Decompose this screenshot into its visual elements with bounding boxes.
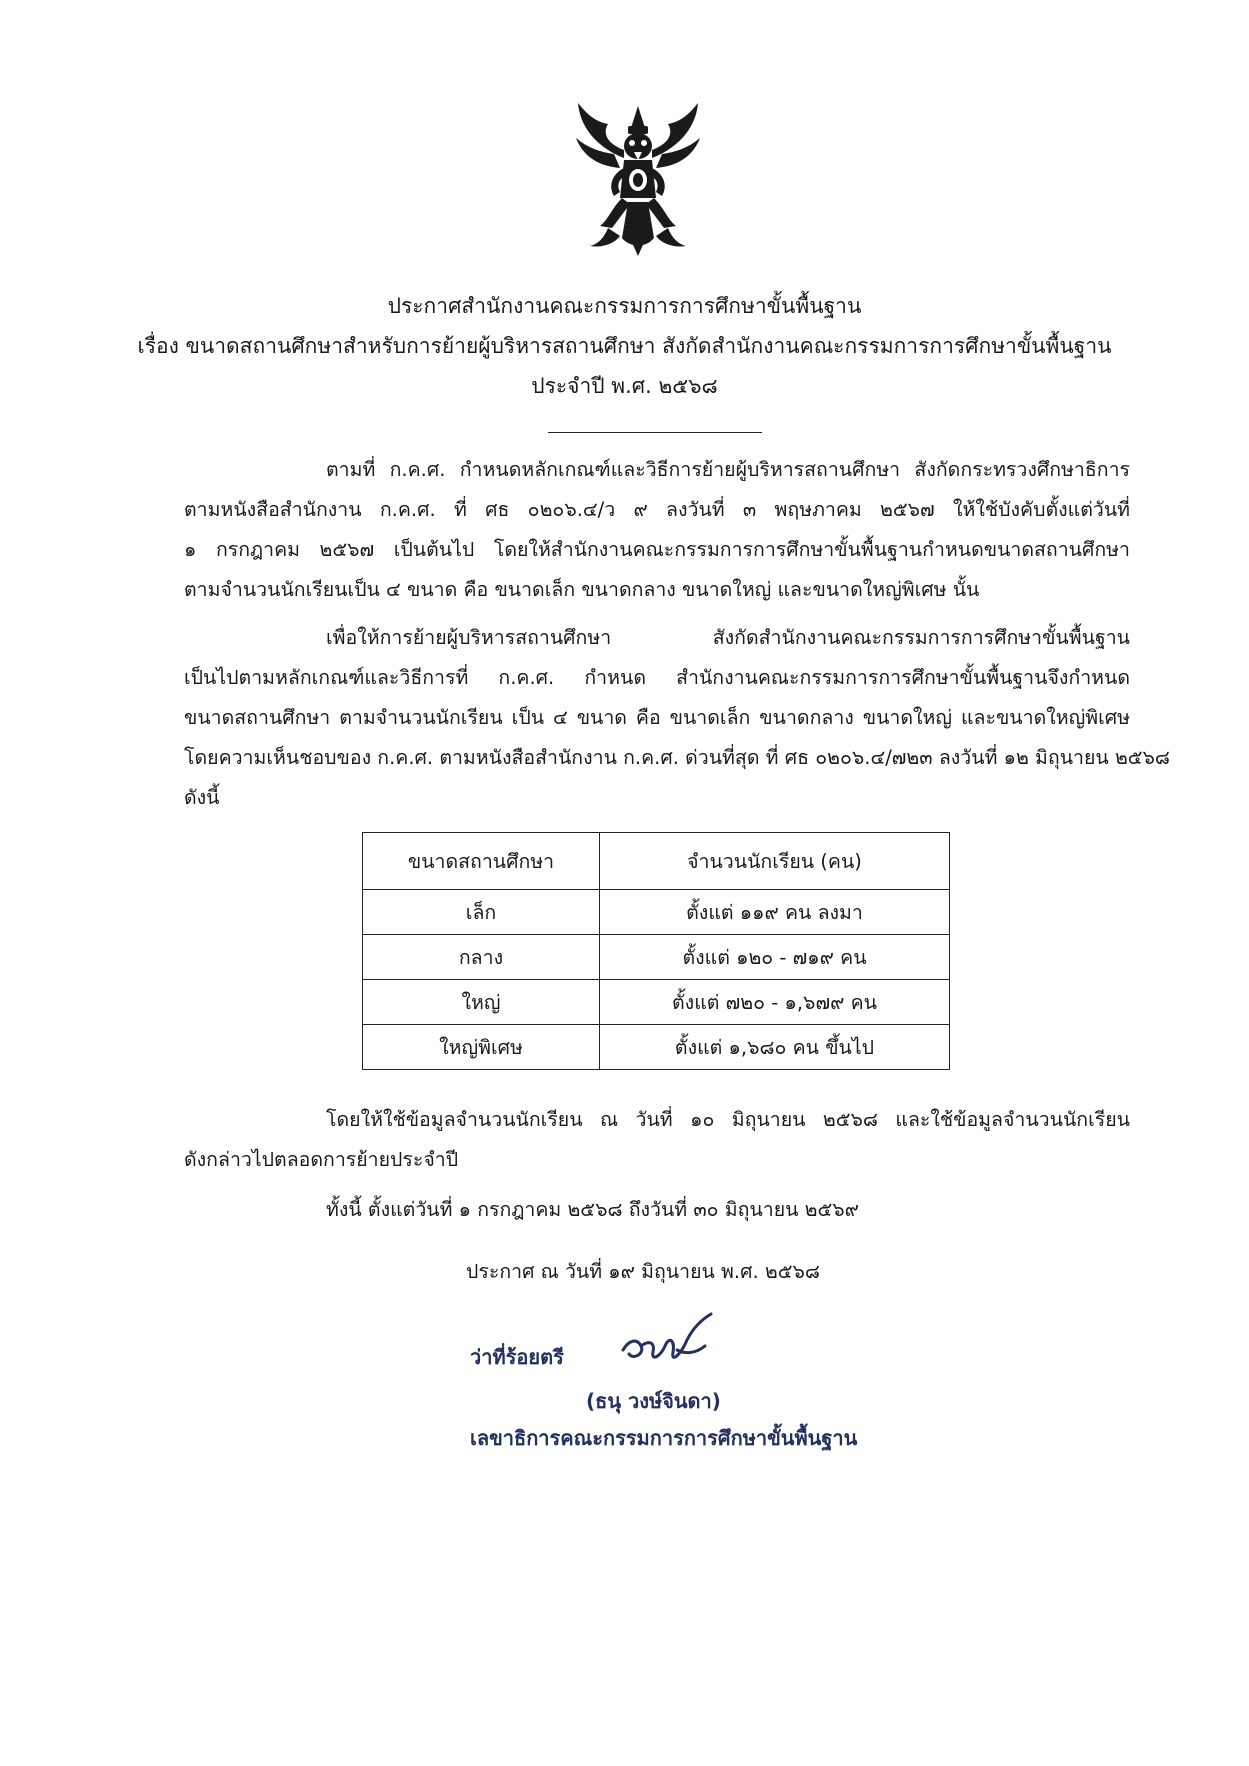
paragraph-data-basis <box>184 1100 1130 1180</box>
table-row <box>363 935 950 980</box>
paragraph-line: ดังกล่าวไปตลอดการย้ายประจำปี <box>184 1148 459 1171</box>
paragraph-line: เป็นไปตามหลักเกณฑ์และวิธีการที่ ก.ค.ศ. กำหนด สำนักงานคณะกรรมการการศึกษาขั้นพื้นฐานจึงกำหนด <box>184 666 1130 689</box>
paragraph-line: โดยความเห็นชอบของ ก.ค.ศ. ตามหนังสือสำนักงาน ก.ค.ศ. ด่วนที่สุด ที่ ศธ ๐๒๐๖.๔/๗๒๓ ลงวันที่ ๑๒ มิถุนายน ๒๕๖๘ <box>184 746 1170 769</box>
paragraph-line: ตามที่ ก.ค.ศ. กำหนดหลักเกณฑ์และวิธีการย้ายผู้บริหารสถานศึกษา สังกัดกระทรวงศึกษาธิการ <box>326 458 1130 481</box>
table-row <box>363 890 950 935</box>
title-line-1: ประกาศสำนักงานคณะกรรมการการศึกษาขั้นพื้นฐาน <box>387 294 862 318</box>
paragraph-line: ๑ กรกฎาคม ๒๕๖๗ เป็นต้นไป โดยให้สำนักงานคณะกรรมการการศึกษาขั้นพื้นฐานกำหนดขนาดสถานศึกษา <box>184 538 1130 561</box>
announcement-date: ประกาศ ณ วันที่ ๑๙ มิถุนายน พ.ศ. ๒๕๖๘ <box>466 1260 820 1283</box>
effective-period: ทั้งนี้ ตั้งแต่วันที่ ๑ กรกฎาคม ๒๕๖๘ ถึงวันที่ ๓๐ มิถุนายน ๒๕๖๙ <box>326 1198 859 1221</box>
signatory-name: (ธนุ วงษ์จินดา) <box>586 1389 721 1413</box>
handwritten-signature <box>615 1310 725 1380</box>
title-line-2: เรื่อง ขนาดสถานศึกษาสำหรับการย้ายผู้บริหารสถานศึกษา สังกัดสำนักงานคณะกรรมการการศึกษาขั้นพื้นฐาน <box>137 334 1112 358</box>
table-cell-size: ใหญ่พิเศษ <box>363 1025 600 1070</box>
paragraph-line: ตามจำนวนนักเรียนเป็น ๔ ขนาด คือ ขนาดเล็ก ขนาดกลาง ขนาดใหญ่ และขนาดใหญ่พิเศษ นั้น <box>184 578 980 601</box>
paragraph-purpose <box>184 618 1170 818</box>
table-cell-students: ตั้งแต่ ๗๒๐ - ๑,๖๗๙ คน <box>600 980 950 1025</box>
table-cell-size: กลาง <box>363 935 600 980</box>
signatory-position: เลขาธิการคณะกรรมการการศึกษาขั้นพื้นฐาน <box>470 1426 858 1450</box>
paragraph-line: โดยให้ใช้ข้อมูลจำนวนนักเรียน ณ วันที่ ๑๐ มิถุนายน ๒๕๖๘ และใช้ข้อมูลจำนวนนักเรียน <box>326 1108 1130 1131</box>
signatory-rank: ว่าที่ร้อยตรี <box>470 1345 564 1369</box>
paragraph-line: เพื่อให้การย้ายผู้บริหารสถานศึกษา สังกัดสำนักงานคณะกรรมการการศึกษาขั้นพื้นฐาน <box>326 626 1130 649</box>
paragraph-line: ดังนี้ <box>184 786 220 809</box>
announcement-title <box>100 286 1149 406</box>
table-row <box>363 1025 950 1070</box>
table-header-row <box>363 833 950 890</box>
title-divider <box>548 432 762 433</box>
school-size-table <box>362 832 950 1070</box>
paragraph-reference <box>184 450 1130 610</box>
table-cell-students: ตั้งแต่ ๑,๖๘๐ คน ขึ้นไป <box>600 1025 950 1070</box>
table-header-size: ขนาดสถานศึกษา <box>363 833 600 890</box>
table-cell-students: ตั้งแต่ ๑๒๐ - ๗๑๙ คน <box>600 935 950 980</box>
table-cell-size: ใหญ่ <box>363 980 600 1025</box>
paragraph-line: ตามหนังสือสำนักงาน ก.ค.ศ. ที่ ศธ ๐๒๐๖.๔/ว ๙ ลงวันที่ ๓ พฤษภาคม ๒๕๖๗ ให้ใช้บังคับตั้งแต่วันที่ <box>184 498 1130 521</box>
table-header-students: จำนวนนักเรียน (คน) <box>600 833 950 890</box>
paragraph-line: ขนาดสถานศึกษา ตามจำนวนนักเรียน เป็น ๔ ขนาด คือ ขนาดเล็ก ขนาดกลาง ขนาดใหญ่ และขนาดใหญ่พิเศษ <box>184 706 1130 729</box>
garuda-emblem-icon <box>568 98 708 258</box>
title-line-3: ประจำปี พ.ศ. ๒๕๖๘ <box>531 374 718 398</box>
table-cell-size: เล็ก <box>363 890 600 935</box>
table-row <box>363 980 950 1025</box>
table-cell-students: ตั้งแต่ ๑๑๙ คน ลงมา <box>600 890 950 935</box>
